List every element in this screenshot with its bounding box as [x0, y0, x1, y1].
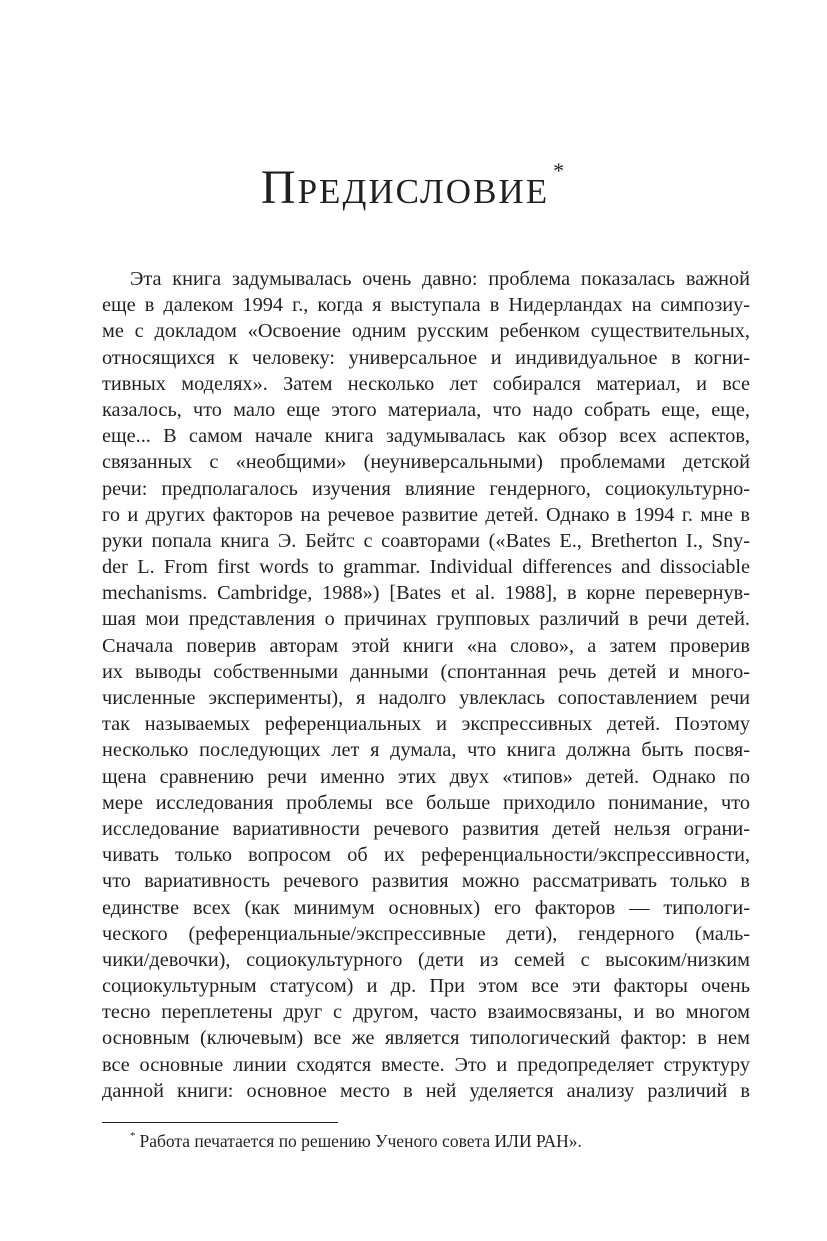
text-line: руки попала книга Э. Бейтс с соавторами («Bates E., Bretherton I., Sny-: [102, 529, 750, 552]
text-line: чики/девочки), социокультурного (дети из семей с высоким/низким: [102, 948, 750, 971]
text-line: ческого (референциальные/экспрессивные дети), гендерного (маль-: [102, 922, 750, 945]
text-line: все основные линии сходятся вместе. Это и предопределяет структуру: [102, 1053, 750, 1076]
text-line: основным (ключевым) все же является типологический фактор: в нем: [102, 1027, 750, 1050]
text-line: численные эксперименты), я надолго увлеклась сопоставлением речи: [102, 687, 750, 709]
text-line: еще... В самом начале книга задумывалась как обзор всех аспектов,: [102, 425, 750, 448]
text-line: тивных моделях». Затем несколько лет собирался материал, и все: [102, 372, 750, 395]
text-line: mechanisms. Cambridge, 1988») [Bates et al. 1988], в корне перевернув-: [102, 582, 750, 605]
title-rest: РЕДИСЛОВИЕ: [297, 172, 550, 211]
text-line: несколько последующих лет я думала, что книга должна быть посвя-: [102, 739, 750, 762]
footnote-text: Работа печатается по решению Ученого совета ИЛИ РАН».: [139, 1131, 582, 1151]
text-line: Эта книга задумывалась очень давно: проблема показалась важной: [130, 268, 750, 290]
text-line: единстве всех (как минимум основных) его факторов — типологи-: [102, 896, 750, 919]
text-line: ме с докладом «Освоение одним русским ребенком существительных,: [102, 320, 750, 343]
text-line: данной книги: основное место в ней уделяется анализу различий в: [102, 1079, 750, 1102]
footnote-marker: *: [130, 1130, 136, 1142]
text-line: казалось, что мало еще этого материала, что надо собрать еще, еще,: [102, 398, 750, 421]
text-line: чивать только вопросом об их референциальности/экспрессивности,: [102, 844, 750, 867]
title-footnote-marker: *: [553, 158, 567, 183]
text-line: der L. From first words to grammar. Individual differences and dissociable: [102, 556, 750, 579]
text-line: исследование вариативности речевого развития детей нельзя ограни-: [102, 817, 750, 840]
text-line: Сначала поверив авторам этой книги «на слово», а затем проверив: [102, 634, 750, 657]
title-initial: П: [260, 161, 298, 214]
text-line: шая мои представления о причинах групповых различий в речи детей.: [102, 608, 750, 631]
text-line: речи: предполагалось изучения влияние гендерного, социокультурно-: [102, 477, 750, 500]
text-line: го и других факторов на речевое развитие детей. Однако в 1994 г. мне в: [102, 503, 750, 526]
text-line: мере исследования проблемы все больше приходило понимание, что: [102, 791, 750, 814]
text-line: их выводы собственными данными (спонтанная речь детей и много-: [102, 660, 750, 683]
text-line: тесно переплетены друг с другом, часто взаимосвязаны, и во многом: [102, 1001, 750, 1024]
footnote: [130, 1131, 750, 1152]
chapter-title: [0, 160, 827, 215]
text-line: относящихся к человеку: универсальное и индивидуальное в когни-: [102, 346, 750, 369]
body-paragraph: [102, 266, 750, 1104]
text-line: что вариативность речевого развития можно рассматривать только в: [102, 870, 750, 893]
text-line: связанных с «необщими» (неуниверсальными) проблемами детской: [102, 451, 750, 474]
text-line: еще в далеком 1994 г., когда я выступала в Нидерландах на симпозиу-: [102, 294, 750, 317]
text-line: так называемых референциальных и экспрессивных детей. Поэтому: [102, 713, 750, 736]
text-line: щена сравнению речи именно этих двух «типов» детей. Однако по: [102, 765, 750, 788]
text-line: социокультурным статусом) и др. При этом все эти факторы очень: [102, 975, 750, 998]
footnote-divider: [102, 1122, 338, 1123]
